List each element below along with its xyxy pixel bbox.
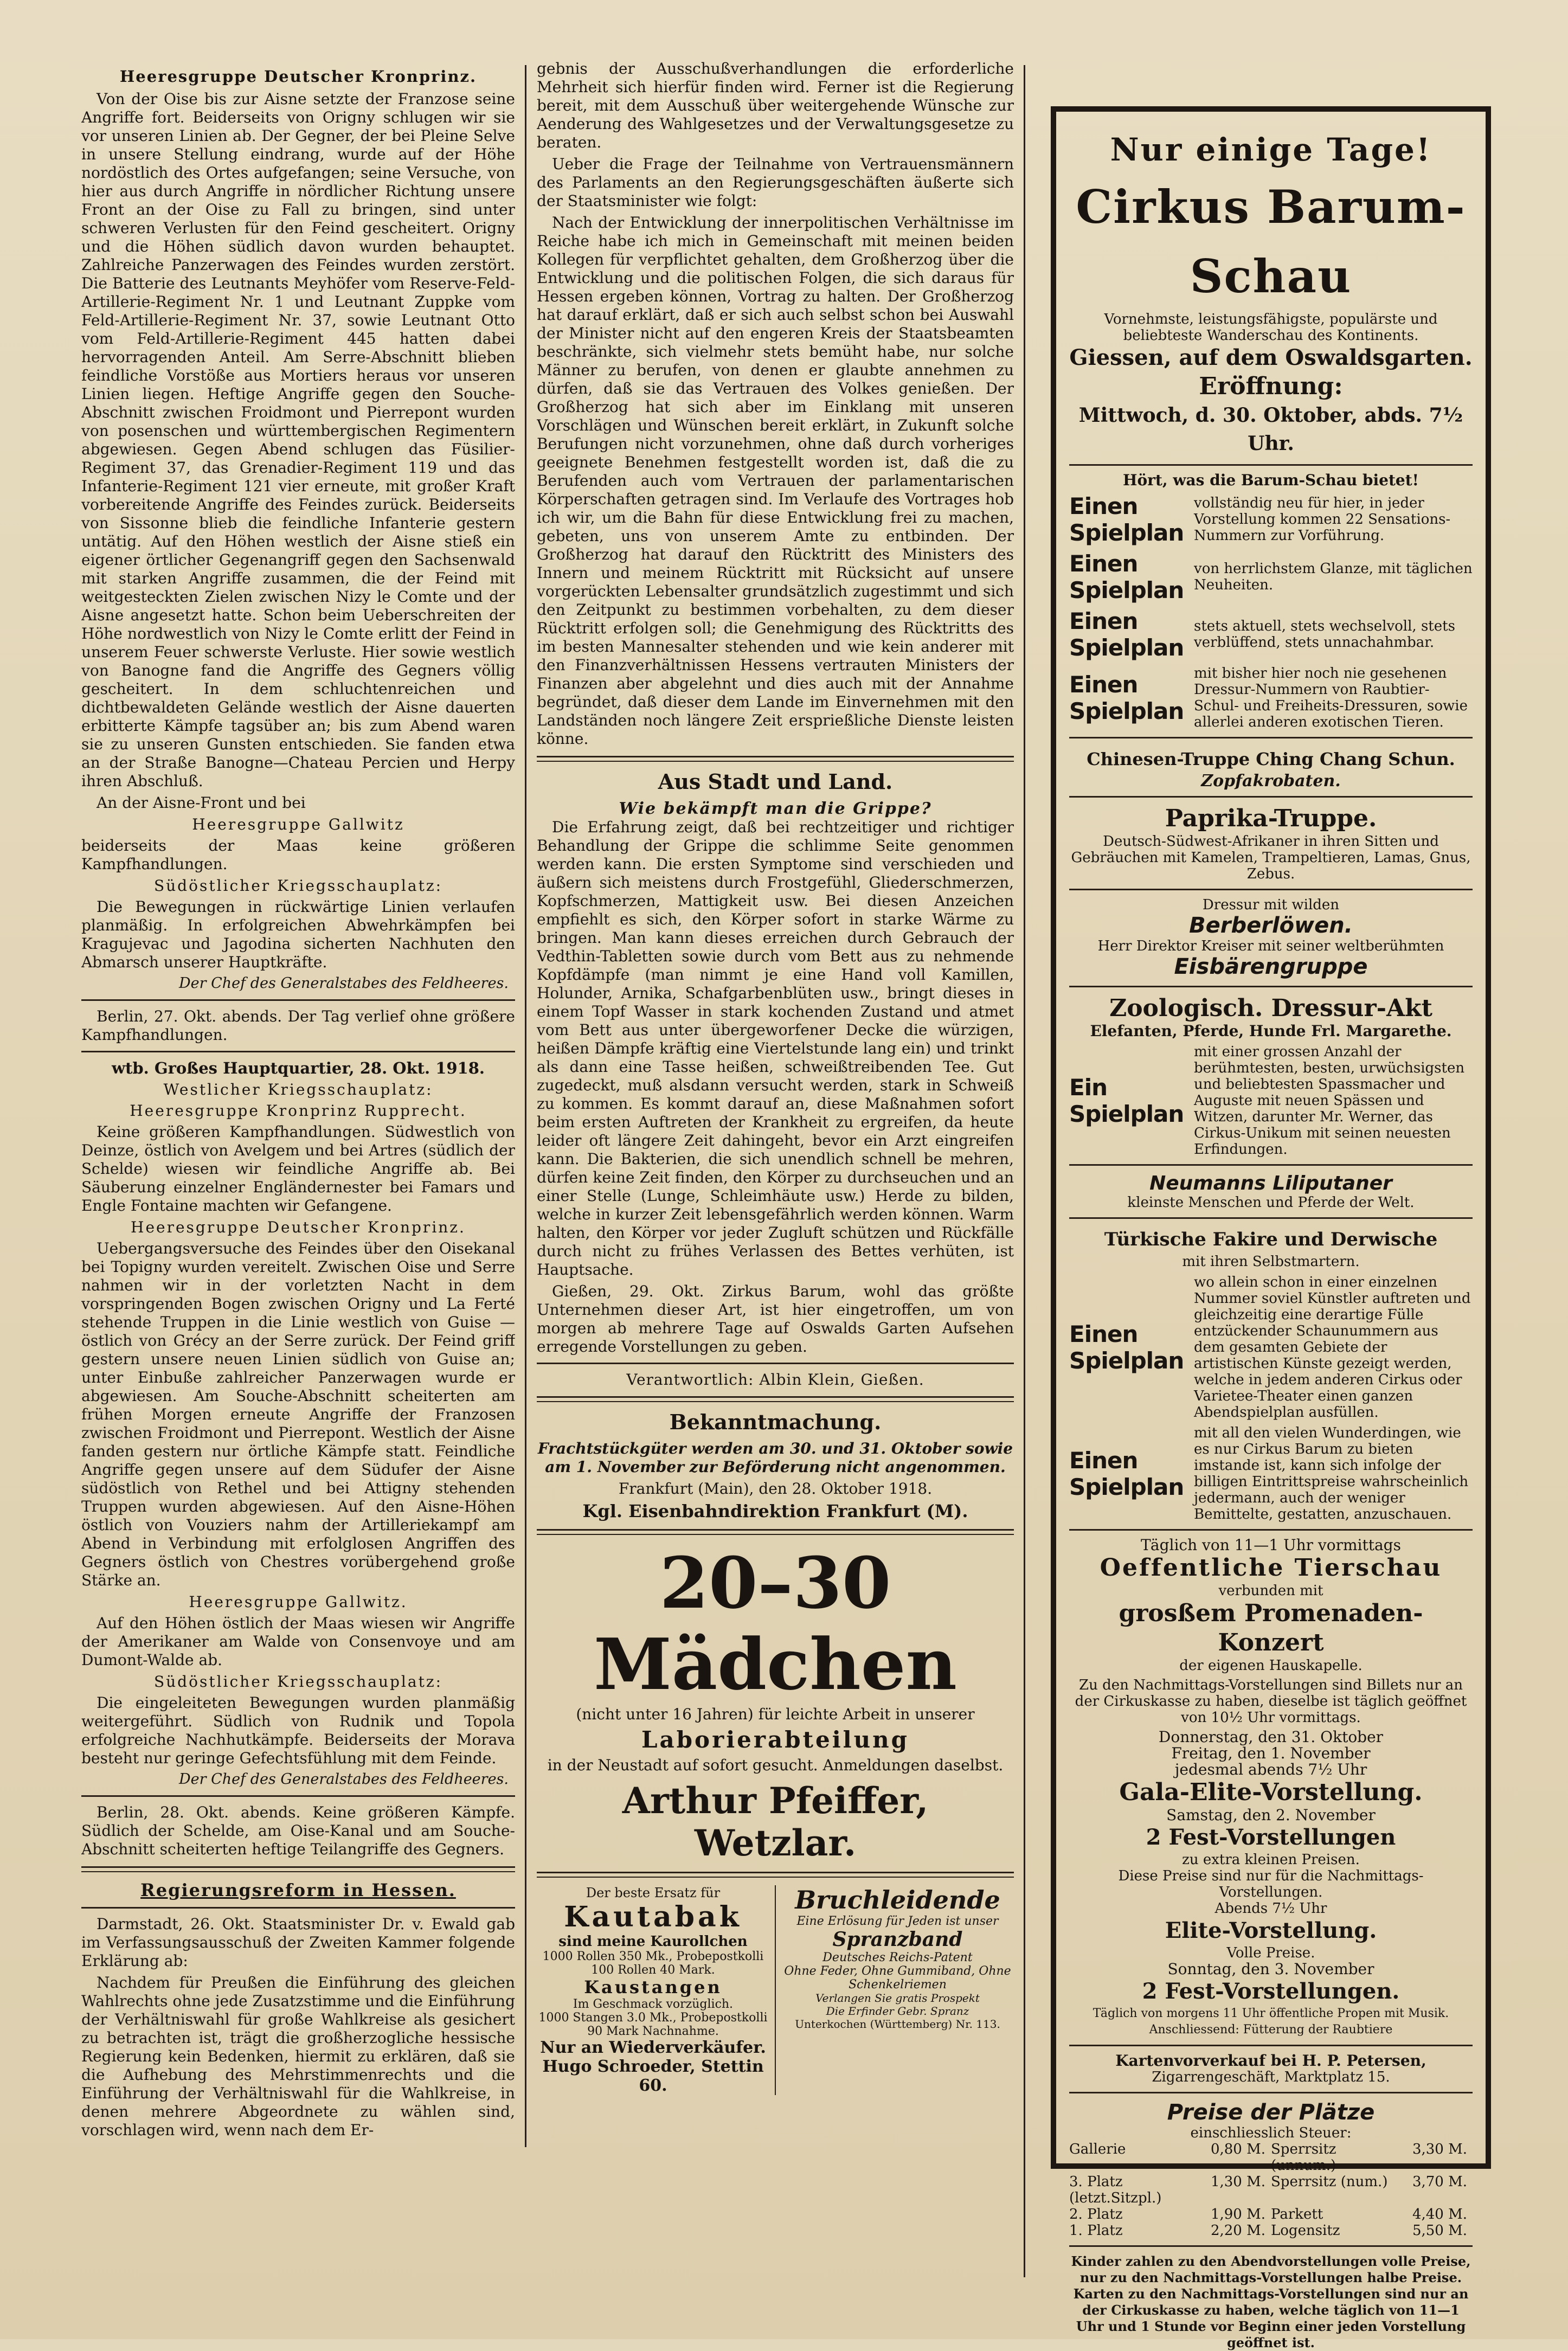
signature-generalstab: Der Chef des Generalstabes des Feldheeres. bbox=[178, 975, 509, 992]
act-elefanten: Elefanten, Pferde, Hunde Frl. Margarethe. bbox=[1090, 1022, 1452, 1040]
price-value: 3,30 M. bbox=[1412, 2141, 1467, 2157]
heading-regierungsreform: Regierungsreform in Hessen. bbox=[140, 1880, 456, 1900]
divider bbox=[1069, 986, 1473, 987]
heading-gallwitz: Heeresgruppe Gallwitz. bbox=[189, 1593, 408, 1611]
ad-maedchen-department: Laborierabteilung bbox=[641, 1726, 910, 1753]
divider bbox=[1069, 2245, 1473, 2247]
report-paragraph: Nachdem für Preußen die Einführung des gleichen Wahlrechts ohne jede Zusatzstimme und die Einführung der Verhältniswahl für große Wahlkreise als gesichert zu betrachten ist, trägt die großherzogliche hessische Regierung kein Bedenken, hiermit zu erklären, daß sie die Aufhebung des Mehrstimmenrechts und die Einführung der Verhältniswahl für die Wahlkreise, in denen mehrere Abgeordnete zu wählen sind, vorschlagen wird, wenn nach dem Er- bbox=[81, 1974, 515, 2139]
elite-vorstellung: Elite-Vorstellung. bbox=[1165, 1918, 1377, 1943]
ad-kautabak-line: Der beste Ersatz für bbox=[586, 1885, 721, 1900]
preise-hinweis: Diese Preise sind nur für die Nachmittags-Vorstellungen. bbox=[1118, 1868, 1424, 1900]
bekanntmachung-sign: Kgl. Eisenbahndirektion Frankfurt (M). bbox=[582, 1501, 968, 1521]
report-paragraph: Die Erfahrung zeigt, daß bei rechtzeitiger und richtiger Behandlung der Grippe die schlimme Seite genommen werden kann. Die ersten Symptome sind verschieden und äußern sich meistens durch Frostgefühl, Gliederschmerzen, Kopfschmerzen, Mattigkeit usw. Bei diesen Anzeichen empfiehlt es sich, den Körper sofort in starke Wärme zu bringen. Man kann dieses erreichen durch Gebrauch der Vedthin-Tabletten sowie durch vom Bett aus zu nehmende Kopfdämpfe (man nimmt je eine Hand voll Kamillen, Holunder, Arnika, Schafgarbenblüten usw., bringt dieses in einem Topf Wasser in stark kochenden Zustand und atmet vom Bett aus unter übergeworfener Decke die würzigen, heißen Dämpfe kräftig eine Viertelstunde lang ein) und trinkt als dann eine Tasse heißen, schweißtreibenden Tee. Gut zugedeckt, muß alsdann versucht werden, stark in Schweiß zu kommen. Es kommt darauf an, diese Maßnahmen sofort beim ersten Auftreten der Krankheit zu ergreifen, da heute leider oft längere Zeit dahingeht, bevor ein Arzt eingreifen kann. Die Bakterien, die sich unendlich schnell be mehren, dürfen keine Zeit finden, den Körper zu durchseuchen und an einer Stelle (Lunge, Schleimhäute usw.) Herde zu bilden, welche in kurzer Zeit lebensgefährlich werden können. Warm halten, den Körper vor jeder Zugluft schützen und Rückfälle durch nicht zu frühes Verlassen des Bettes verhüten, ist Hauptsache. bbox=[537, 818, 1014, 1279]
volle-preise: Volle Preise. bbox=[1226, 1945, 1315, 1961]
double-divider bbox=[537, 1396, 1014, 1402]
responsible-editor: Verantwortlich: Albin Klein, Gießen. bbox=[626, 1371, 924, 1389]
dateline-hauptquartier: wtb. Großes Hauptquartier, 28. Okt. 1918. bbox=[111, 1059, 485, 1077]
divider bbox=[81, 999, 515, 1001]
divider bbox=[1069, 796, 1473, 798]
tierschau-kapelle: der eigenen Hauskapelle. bbox=[1179, 1658, 1363, 1674]
spielplan-label: Einen Spielplan bbox=[1069, 493, 1184, 546]
divider bbox=[81, 1907, 515, 1909]
price-value: 3,70 M. bbox=[1412, 2174, 1467, 2190]
bekanntmachung-date: Frankfurt (Main), den 28. Oktober 1918. bbox=[618, 1480, 933, 1498]
spielplan-label: Einen Spielplan bbox=[1069, 608, 1184, 661]
circus-advertisement bbox=[1051, 106, 1491, 2350]
double-divider bbox=[537, 1872, 1014, 1878]
ad-bruchband-product: Spranzband bbox=[832, 1928, 963, 1951]
divider bbox=[537, 1363, 1014, 1364]
column-2 bbox=[537, 60, 1014, 2288]
act-zoologisch: Zoologisch. Dressur-Akt bbox=[1109, 994, 1432, 1022]
act-fakire: Türkische Fakire und Derwische bbox=[1104, 1229, 1438, 1250]
divider bbox=[1069, 737, 1473, 738]
ad-maedchen-firm: Arthur Pfeiffer, Wetzlar. bbox=[622, 1780, 929, 1864]
gala-vorstellung: Gala-Elite-Vorstellung. bbox=[1119, 1778, 1423, 1806]
ad-maedchen-line: in der Neustadt auf sofort gesucht. Anmeldungen daselbst. bbox=[547, 1756, 1004, 1774]
spielplan-text: wo allein schon in einer einzelnen Nummer soviel Künstler auftreten und gleichzeitig eine derartige Fülle entzückender Schaunummern aus dem gesamten Gebiete der artistischen Künste gezeigt werden, welche in jedem anderen Cirkus oder Varietee-Theater einen ganzen Abendspielplan ausfüllen. bbox=[1194, 1274, 1471, 1421]
bekanntmachung-text: Frachtstückgüter werden am 30. und 31. Oktober sowie am 1. November zur Beförderung nicht angenommen. bbox=[537, 1440, 1013, 1476]
ad-kautabak-line: Nur an Wiederverkäufer. bbox=[540, 2038, 766, 2057]
report-paragraph: Uebergangsversuche des Feindes über den Oisekanal bei Topigny wurden vereitelt. Zwischen Oise und Serre nahmen wir in der vorletzten Nacht in dem vorspringenden Bogen zwischen Origny und La Ferté stehende Truppen in die Linie westlich von Guise — östlich von Grécy an der Serre zurück. Der Feind griff gestern unsere neuen Linien südlich von Guise an; unter Einbuße zahlreicher Panzerwagen wurde er abgewiesen. Am Souche-Abschnitt scheiterten am frühen Morgen erneute Angriffe der Franzosen zwischen Froidmont und Pierrepont. Westlich der Aisne fanden gestern nur örtliche Kämpfe statt. Feindliche Angriffe gegen unsere auf dem Südufer der Aisne südöstlich von Rethel und bei Attigny stehenden Truppen wurden abgewiesen. Auf den Aisne-Höhen östlich von Vouziers nahm der Artilleriekampf am Abend in Verbindung mit erfolglosen Angriffen des Gegners östlich von Chestres vorübergehend große Stärke an. bbox=[81, 1239, 515, 1589]
act-afrikaner: Deutsch-Südwest-Afrikaner in ihren Sitten und Gebräuchen mit Kamelen, Trampeltieren, Lamas, Gnus, Zebus. bbox=[1071, 833, 1471, 882]
price-value: 5,50 M. bbox=[1412, 2222, 1467, 2239]
price-name: Sperrsitz (num.) bbox=[1271, 2174, 1388, 2190]
extra-preise: zu extra kleinen Preisen. bbox=[1182, 1852, 1360, 1868]
spielplan-row bbox=[1069, 1044, 1473, 1158]
ad-bruchband-line: Ohne Feder, Ohne Gummiband, Ohne Schenkelriemen bbox=[784, 1964, 1011, 1992]
circus-subtitle: Vornehmste, leistungsfähigste, populärste und beliebteste Wanderschau des Kontinents. bbox=[1104, 311, 1438, 344]
small-ads-row bbox=[537, 1885, 1014, 2095]
spielplan-row bbox=[1069, 493, 1473, 546]
price-name: Sperrsitz (unnum.) bbox=[1271, 2141, 1336, 2174]
report-paragraph: Darmstadt, 26. Okt. Staatsminister Dr. v. Ewald gab im Verfassungsausschuß der Zweiten Kammer folgende Erklärung ab: bbox=[81, 1915, 515, 1970]
act-fakire-desc: mit ihren Selbstmartern. bbox=[1182, 1254, 1360, 1270]
divider bbox=[1069, 889, 1473, 890]
spielplan-text: von herrlichstem Glanze, mit täglichen Neuheiten. bbox=[1194, 561, 1473, 593]
divider bbox=[1069, 1217, 1473, 1219]
ad-bruchband-line: Deutsches Reichs-Patent bbox=[822, 1951, 973, 1964]
column-rule-right bbox=[1024, 65, 1025, 2277]
report-paragraph: Berlin, 27. Okt. abends. Der Tag verlief ohne größere Kampfhandlungen. bbox=[81, 1007, 515, 1044]
column-rule-left bbox=[525, 65, 526, 2147]
ad-kautabak-title: Kautabak bbox=[564, 1900, 742, 1934]
spielplan-label: Einen Spielplan bbox=[1069, 1321, 1184, 1374]
spielplan-label: Ein Spielplan bbox=[1069, 1074, 1184, 1127]
heading-suedoestlicher: Südöstlicher Kriegsschauplatz: bbox=[153, 1673, 443, 1691]
report-paragraph: Nach der Entwicklung der innerpolitischen Verhältnisse im Reiche habe ich mich in Gemeinschaft mit meinen beiden Kollegen für verpflichtet gehalten, dem Großherzog über die Entwicklung und die politischen Folgen, die sich daraus für Hessen ergeben können, Vortrag zu halten. Der Großherzog hat darauf erklärt, daß er sich auch selbst schon bei Auswahl der Minister nicht auf den engeren Kreis der Staatsbeamten beschränkte, sich vielmehr stets bemüht habe, nur solche Männer zu berufen, von denen er glaubte annehmen zu dürfen, daß sie das Vertrauen des Volkes genießen. Der Großherzog hat sich aber im Einklang mit unseren Vorschlägen und Wünschen bereit erklärt, in Zukunft solche Berufungen nicht vorzunehmen, ohne daß durch vorheriges geeignete Benehmen festgestellt worden ist, daß die zu Berufenden auch vom Vertrauen der parlamentarischen Körperschaften getragen sind. Im Verlaufe des Vortrages hob ich wir, um die Bahn für diese Entwicklung frei zu machen, gebeten, uns von unserem Amte zu entbinden. Der Großherzog hat darauf den Rücktritt des Ministers des Innern und meinem Rücktritt mit Rücksicht auf unsere vorgerückten Lebensalter grundsätzlich zugestimmt und sich den Zeitpunkt zu bestimmen vorbehalten, zu dem dieser Rücktritt erfolgen soll; die Genehmigung des Rücktritts des im besten Mannesalter stehenden und wie kein anderer mit den Finanzverhältnissen Hessens vertrauten Ministers der Finanzen aber abgelehnt und dies auch mit der Annahme begründet, daß dieser dem Lande im Einvernehmen mit den Landständen noch längere Zeit ersprießliche Dienste leisten könne. bbox=[537, 214, 1014, 748]
price-table bbox=[1069, 2141, 1473, 2239]
price-value: 1,90 M. bbox=[1210, 2206, 1265, 2222]
subheading-grippe: Wie bekämpft man die Grippe? bbox=[619, 799, 932, 818]
divider bbox=[81, 1795, 515, 1797]
report-paragraph: Keine größeren Kampfhandlungen. Südwestlich von Deinze, östlich von Avelgem und bei Artres (südlich der Schelde) wiesen wir feindliche Angriffe ab. Bei Säuberung einzelner Engländernester bei Famars und Engle Fontaine machten wir Gefangene. bbox=[81, 1123, 515, 1215]
divider bbox=[1069, 2092, 1473, 2093]
heading-westlicher-kriegsschauplatz: Westlicher Kriegsschauplatz: bbox=[163, 1081, 433, 1099]
act-eisbaeren: Eisbärengruppe bbox=[1174, 954, 1368, 979]
ad-kautabak-line: Im Geschmack vorzüglich. bbox=[573, 1997, 734, 2011]
spielplan-text: vollständig neu für hier, in jeder Vorstellung kommen 22 Sensations-Nummern zur Vorführung. bbox=[1194, 495, 1451, 544]
spielplan-row bbox=[1069, 1274, 1473, 1421]
ad-kautabak-line: sind meine Kaurollchen bbox=[558, 1934, 748, 1950]
spielplan-row bbox=[1069, 550, 1473, 603]
double-divider bbox=[81, 1866, 515, 1872]
act-berberloewen: Berberlöwen. bbox=[1189, 913, 1353, 938]
price-value: 2,20 M. bbox=[1210, 2222, 1265, 2239]
report-paragraph: Gießen, 29. Okt. Zirkus Barum, wohl das größte Unternehmen dieser Art, ist hier eingetroffen, um von morgen ab mehrere Tage auf Oswalds Garten Aufsehen erregende Vorstellungen zu geben. bbox=[537, 1282, 1014, 1356]
act-zopfakrobaten: Zopfakrobaten. bbox=[1201, 772, 1341, 791]
bekanntmachung-title: Bekanntmachung. bbox=[669, 1410, 882, 1434]
divider bbox=[1069, 1164, 1473, 1166]
circus-tagline: Nur einige Tage! bbox=[1110, 131, 1432, 168]
report-paragraph: Berlin, 28. Okt. abends. Keine größeren Kämpfe. Südlich der Schelde, am Oise-Kanal und am Souche-Abschnitt scheiterten heftige Teilangriffe des Gegners. bbox=[81, 1803, 515, 1858]
price-name: Gallerie bbox=[1069, 2141, 1126, 2157]
report-paragraph: Von der Oise bis zur Aisne setzte der Franzose seine Angriffe fort. Beiderseits von Origny schlugen wir sie vor unseren Linien ab. Der Gegner, der bei Pleine Selve in unsere Stellung eindrang, wurde auf der Höhe nordöstlich des Ortes aufgefangen; seine Versuche, von hier aus durch Angriffe in nördlicher Richtung unsere Front an der Oise zu Fall zu bringen, sind unter schweren Verlusten für den Feind gescheitert. Origny und die Höhen südlich davon wurden behauptet. Zahlreiche Panzerwagen des Feindes wurden zerstört. Die Batterie des Leutnants Meyhöfer vom Reserve-Feld-Artillerie-Regiment Nr. 1 und Leutnant Zuppke vom Feld-Artillerie-Regiment Nr. 37, sowie Leutnant Otto vom Feld-Artillerie-Regiment 445 hatten dabei hervorragenden Anteil. Am Serre-Abschnitt blieben feindliche Vorstöße aus Mortiers heraus vor unseren Linien liegen. Heftige Angriffe gegen den Souche-Abschnitt zwischen Froidmont und Pierrepont wurden von posenschen und württembergischen Regimentern abgewiesen. Gegen Abend schlugen das Füsilier-Regiment 37, das Grenadier-Regiment 119 und das Infanterie-Regiment 121 vier erneute, mit großer Kraft vorbereitende Angriffe des Feindes zurück. Beiderseits von Sissonne blieb die feindliche Infanterie gestern untätig. Auf den Höhen westlich der Aisne stieß ein eigener örtlicher Gegenangriff gegen den Sachsenwald mit starken Angriffe zusammen, die der Feind mit weitgesteckten Zielen zwischen Nizy le Comte und der Aisne angesetzt hatte. Schon beim Ueberschreiten der Höhe nordwestlich von Nizy le Comte erlitt der Feind in unserem Feuer schwerste Verluste. Hier sowie westlich von Banogne fand die Angriffe des Gegners völlig gescheitert. In dem schluchtenreichen und dichtbewaldeten Gelände westlich der Aisne dauerten erbitterte Kämpfe tagsüber an; bis zum Abend waren sie zu unseren Gunsten entschieden. Sie fanden etwa an der Straße Banogne—Chateau Percien und Herpy ihren Abschluß. bbox=[81, 90, 515, 790]
report-paragraph: gebnis der Ausschußverhandlungen die erforderliche Mehrheit sich hierfür finden wird. Ferner ist die Regierung bereit, mit dem Ausschuß über weitergehende Wünsche zur Aenderung des Wahlgesetzes und der Verwaltungsgesetze zu beraten. bbox=[537, 60, 1014, 151]
ad-kautabak-line: 1000 Rollen 350 Mk., Probepostkolli 100 Rollen 40 Mark. bbox=[542, 1950, 764, 1977]
heading-deutscher-kronprinz: Heeresgruppe Deutscher Kronprinz. bbox=[131, 1218, 466, 1236]
spielplan-label: Einen Spielplan bbox=[1069, 550, 1184, 603]
circus-name: Cirkus Barum-Schau bbox=[1076, 180, 1466, 303]
report-paragraph: Auf den Höhen östlich der Maas wiesen wir Angriffe der Amerikaner am Walde von Consenvoye und am Dumont-Walde ab. bbox=[81, 1614, 515, 1669]
ad-maedchen-headline: 20–30 Mädchen bbox=[594, 1541, 957, 1706]
billets-info: Zu den Nachmittags-Vorstellungen sind Billets nur an der Cirkuskasse zu haben, dieselbe ist täglich geöffnet von 10½ Uhr vormittags. bbox=[1075, 1677, 1467, 1726]
heading-heeresgruppe-kronprinz: Heeresgruppe Deutscher Kronprinz. bbox=[119, 67, 477, 86]
spielplan-row bbox=[1069, 665, 1473, 730]
tierschau-title: Oeffentliche Tierschau bbox=[1100, 1554, 1442, 1582]
report-paragraph: beiderseits der Maas keine größeren Kampfhandlungen. bbox=[81, 837, 515, 873]
act-dressur: Dressur mit wilden bbox=[1202, 897, 1340, 913]
report-paragraph: An der Aisne-Front und bei bbox=[97, 794, 306, 812]
ad-bruchband-line: Unterkochen (Württemberg) Nr. 113. bbox=[795, 2018, 1000, 2031]
ad-bruchband bbox=[781, 1885, 1014, 2095]
double-divider bbox=[537, 756, 1014, 762]
price-value: 4,40 M. bbox=[1412, 2206, 1467, 2222]
act-chinesen: Chinesen-Truppe Ching Chang Schun. bbox=[1087, 749, 1455, 769]
date-samstag: Samstag, den 2. November bbox=[1166, 1806, 1376, 1824]
price-value: 1,30 M. bbox=[1210, 2174, 1265, 2190]
act-liliputaner: Neumanns Liliputaner bbox=[1149, 1172, 1392, 1194]
report-paragraph: Die Bewegungen in rückwärtige Linien verlaufen planmäßig. In erfolgreichen Abwehrkämpfen bei Kragujevac und Jagodina sicherten Nachhuten den Abmarsch unserer Hauptkräfte. bbox=[81, 898, 515, 971]
price-name: 3. Platz (letzt.Sitzpl.) bbox=[1069, 2174, 1162, 2206]
heading-aus-stadt-und-land: Aus Stadt und Land. bbox=[658, 769, 893, 794]
date-sonntag: Sonntag, den 3. November bbox=[1167, 1960, 1374, 1978]
price-value: 0,80 M. bbox=[1210, 2141, 1265, 2157]
price-name: 1. Platz bbox=[1069, 2222, 1123, 2239]
circus-hoert: Hört, was die Barum-Schau bietet! bbox=[1123, 471, 1419, 489]
spielplan-text: mit bisher hier noch nie gesehenen Dressur-Nummern von Raubtier-Schul- und Freiheits-Dressuren, sowie allerlei anderen exotischen Tieren. bbox=[1194, 665, 1468, 730]
ad-kautabak-firm: Hugo Schroeder, Stettin 60. bbox=[542, 2057, 764, 2095]
price-name: Parkett bbox=[1271, 2206, 1323, 2222]
price-name: Logensitz bbox=[1271, 2222, 1340, 2239]
report-paragraph: Die eingeleiteten Bewegungen wurden planmäßig weitergeführt. Südlich von Rudnik und Topola erfolgreiche Nachhutkämpfe. Beiderseits der Morava besteht nur geringe Gefechtsfühlung mit dem Feinde. bbox=[81, 1694, 515, 1767]
ad-bruchband-line: Verlangen Sie gratis Prospekt bbox=[815, 1992, 980, 2005]
vorverkauf: Kartenvorverkauf bei H. P. Petersen, bbox=[1115, 2052, 1426, 2070]
circus-opening-date: Mittwoch, d. 30. Oktober, abds. 7½ Uhr. bbox=[1078, 404, 1463, 455]
ad-bruchband-line: Eine Erlösung für Jeden ist unser bbox=[796, 1915, 999, 1928]
ad-kautabak bbox=[537, 1885, 776, 2095]
double-divider bbox=[537, 1529, 1014, 1535]
abends-zeit: Abends 7½ Uhr bbox=[1214, 1900, 1327, 1917]
ad-kautabak-line: 1000 Stangen 3.0 Mk., Probepostkolli 90 Mark Nachnahme. bbox=[538, 2011, 768, 2038]
spielplan-text: stets aktuell, stets wechselvoll, stets verblüffend, stets unnachahmbar. bbox=[1194, 618, 1455, 651]
preise-steuer: einschliesslich Steuer: bbox=[1190, 2125, 1352, 2141]
preise-title: Preise der Plätze bbox=[1167, 2100, 1375, 2125]
price-name: 2. Platz bbox=[1069, 2206, 1123, 2222]
heading-suedoestlicher-kriegsschauplatz: Südöstlicher Kriegsschauplatz: bbox=[153, 877, 443, 895]
spielplan-row bbox=[1069, 1425, 1473, 1523]
spielplan-label: Einen Spielplan bbox=[1069, 1447, 1184, 1500]
divider bbox=[81, 1051, 515, 1052]
column-1 bbox=[81, 60, 515, 2283]
kinder-info: Kinder zahlen zu den Abendvorstellungen volle Preise, nur zu den Nachmittags-Vorstellungen halbe Preise. Karten zu den Nachmittags-Vorstellungen sind nur an der Cirkuskasse zu haben, welche täglich von 11—1 Uhr und 1 Stunde vor Beginn einer jeden Vorstellung geöffnet ist. bbox=[1071, 2253, 1471, 2350]
spielplan-text: mit all den vielen Wunderdingen, wie es nur Cirkus Barum zu bieten imstande ist, kann sich infolge der billigen Eintrittspreise wahrscheinlich jedermann, auch der weniger Bemittelte, gestatten, anzuschauen. bbox=[1194, 1425, 1469, 1523]
divider bbox=[1069, 1529, 1473, 1531]
fest-vorstellungen: 2 Fest-Vorstellungen bbox=[1146, 1825, 1396, 1850]
signature-generalstab: Der Chef des Generalstabes des Feldheeres. bbox=[178, 1771, 509, 1788]
report-paragraph: Ueber die Frage der Teilnahme von Vertrauensmännern des Parlaments an den Regierungsgeschäften äußerte sich der Staatsminister wie folgt: bbox=[537, 155, 1014, 210]
vorverkauf-address: Zigarrengeschäft, Marktplatz 15. bbox=[1152, 2069, 1390, 2085]
ad-bruchband-line: Die Erfinder Gebr. Spranz bbox=[826, 2005, 969, 2018]
tierschau-verbunden: verbunden mit bbox=[1218, 1583, 1323, 1599]
circus-opening: Eröffnung: bbox=[1199, 372, 1343, 400]
divider bbox=[1069, 2045, 1473, 2046]
tierschau-time: Täglich von 11—1 Uhr vormittags bbox=[1141, 1536, 1401, 1554]
ad-bruchband-title: Bruchleidende bbox=[795, 1885, 1000, 1915]
act-kreiser: Herr Direktor Kreiser mit seiner weltberühmten bbox=[1097, 938, 1444, 954]
act-paprika: Paprika-Truppe. bbox=[1165, 805, 1377, 832]
date-freitag: Freitag, den 1. November bbox=[1171, 1744, 1371, 1762]
act-liliputaner-desc: kleinste Menschen und Pferde der Welt. bbox=[1127, 1194, 1415, 1211]
ad-kautabak-line: Kaustangen bbox=[584, 1977, 722, 1997]
circus-location: Giessen, auf dem Oswaldsgarten. bbox=[1069, 345, 1473, 370]
tierschau-konzert: grosßem Promenaden-Konzert bbox=[1119, 1600, 1423, 1656]
date-donnerstag: Donnerstag, den 31. Oktober bbox=[1158, 1728, 1384, 1746]
proben-info: Täglich von morgens 11 Uhr öffentliche Propen mit Musik. Anschliessend: Fütterung der Raubtiere bbox=[1093, 2007, 1449, 2037]
heading-kronprinz-rupprecht: Heeresgruppe Kronprinz Rupprecht. bbox=[130, 1102, 467, 1120]
spielplan-label: Einen Spielplan bbox=[1069, 671, 1184, 724]
divider bbox=[1069, 464, 1473, 466]
ad-maedchen-line: (nicht unter 16 Jahren) für leichte Arbeit in unserer bbox=[576, 1705, 975, 1723]
heading-heeresgruppe-gallwitz: Heeresgruppe Gallwitz bbox=[192, 815, 404, 833]
fest-vorstellungen-2: 2 Fest-Vorstellungen. bbox=[1142, 1979, 1400, 2004]
spielplan-text: mit einer grossen Anzahl der berühmtesten, besten, urwüchsigsten und beliebtesten Spassmacher und Auguste mit neuen Spässen und Witzen, darunter Mr. Werner, das Cirkus-Unikum mit seinen neuesten Erfindungen. bbox=[1194, 1044, 1465, 1158]
date-abends: jedesmal abends 7½ Uhr bbox=[1174, 1761, 1367, 1778]
spielplan-row bbox=[1069, 608, 1473, 661]
